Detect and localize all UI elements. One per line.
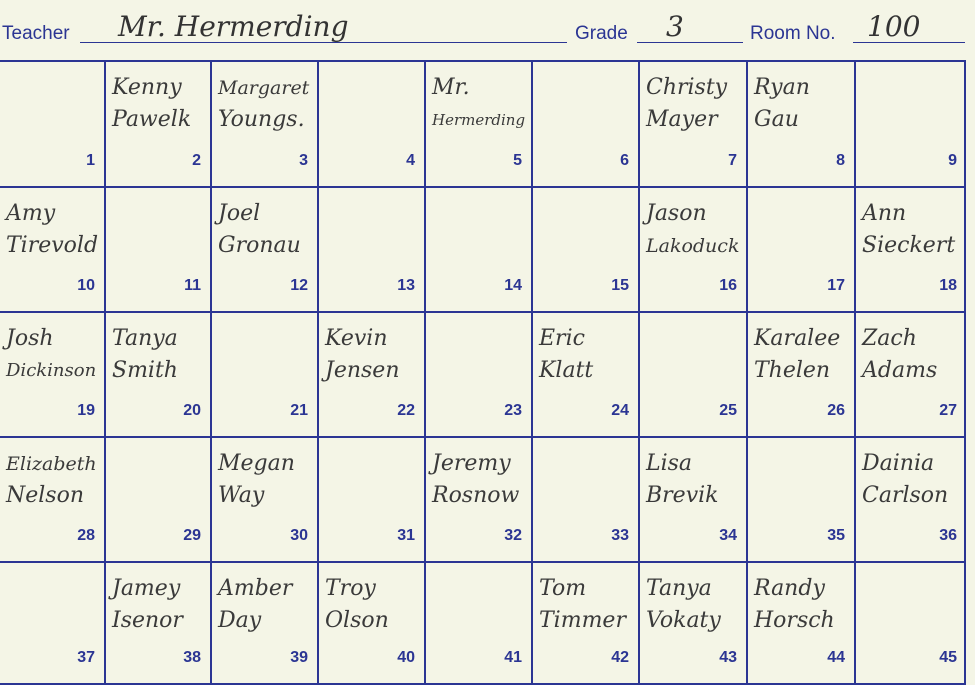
seat-number: 17 [827, 277, 845, 294]
seat-number: 36 [939, 527, 957, 544]
seat-cell [319, 563, 426, 685]
seat-number: 13 [397, 277, 415, 294]
seat-cell [0, 563, 106, 685]
seat-number: 27 [939, 402, 957, 419]
seat-cell [426, 438, 533, 563]
seat-number: 1 [86, 152, 95, 169]
seat-cell [0, 438, 106, 563]
grade-label: Grade [575, 23, 628, 44]
name-line-last: Hermerding [432, 111, 526, 129]
seat-number: 10 [77, 277, 95, 294]
seat-cell [533, 563, 640, 685]
seat-number: 24 [611, 402, 629, 419]
name-line-first: Randy [754, 576, 825, 601]
name-line-first: Joel [218, 201, 261, 226]
seat-cell [856, 188, 966, 313]
name-line-last: Mayer [646, 107, 718, 132]
seat-number: 39 [290, 649, 308, 666]
seat-number: 40 [397, 649, 415, 666]
seat-number: 25 [719, 402, 737, 419]
seat-number: 45 [939, 649, 957, 666]
seat-number: 26 [827, 402, 845, 419]
seat-number: 37 [77, 649, 95, 666]
seat-number: 19 [77, 402, 95, 419]
name-line-last: Rosnow [432, 483, 520, 508]
name-line-first: Ann [862, 201, 907, 226]
name-line-last: Carlson [862, 483, 949, 508]
seat-number: 42 [611, 649, 629, 666]
name-line-first: Megan [218, 451, 295, 476]
name-line-last: Klatt [539, 358, 594, 383]
name-line-first: Amy [6, 201, 56, 226]
student-name [646, 448, 742, 512]
seat-cell [106, 438, 212, 563]
seat-number: 5 [513, 152, 522, 169]
student-name [218, 448, 313, 512]
seat-cell [212, 313, 319, 438]
seat-cell [856, 313, 966, 438]
seat-number: 43 [719, 649, 737, 666]
seat-cell [640, 438, 748, 563]
seat-number: 16 [719, 277, 737, 294]
name-line-last: Sieckert [862, 233, 956, 258]
seat-number: 4 [406, 152, 415, 169]
seat-cell [319, 62, 426, 188]
name-line-first: Jason [646, 201, 707, 226]
student-name [325, 323, 420, 387]
seat-cell [533, 188, 640, 313]
student-name [218, 573, 313, 637]
seat-cell [0, 313, 106, 438]
student-name [6, 198, 100, 262]
student-name [646, 72, 742, 136]
seat-cell [748, 188, 856, 313]
seat-number: 38 [183, 649, 201, 666]
seat-number: 44 [827, 649, 845, 666]
seat-cell [533, 438, 640, 563]
seat-number: 32 [504, 527, 522, 544]
name-line-first: Jamey [112, 576, 181, 601]
seat-cell [426, 313, 533, 438]
teacher-value: Mr. Hermerding [118, 10, 349, 43]
seat-number: 8 [836, 152, 845, 169]
seat-cell [106, 62, 212, 188]
seat-cell [319, 188, 426, 313]
name-line-last: Smith [112, 358, 178, 383]
seat-number: 21 [290, 402, 308, 419]
seat-cell [106, 188, 212, 313]
name-line-first: Dainia [862, 451, 935, 476]
seat-number: 3 [299, 152, 308, 169]
student-name [862, 323, 962, 387]
seat-cell [640, 188, 748, 313]
seat-cell [426, 62, 533, 188]
seat-cell [426, 563, 533, 685]
grade-line [637, 42, 743, 43]
seat-cell [533, 62, 640, 188]
seat-number: 23 [504, 402, 522, 419]
seat-number: 14 [504, 277, 522, 294]
name-line-last: Gau [754, 107, 799, 132]
student-name [432, 72, 527, 136]
name-line-first: Karalee [754, 326, 841, 351]
seat-cell [748, 313, 856, 438]
student-name [539, 573, 634, 637]
name-line-first: Troy [325, 576, 376, 601]
seat-cell [748, 563, 856, 685]
seat-cell [640, 62, 748, 188]
name-line-last: Tirevold [6, 233, 99, 258]
name-line-first: Kenny [112, 75, 182, 100]
name-line-first: Tanya [646, 576, 712, 601]
seat-cell [748, 438, 856, 563]
grade-value: 3 [666, 10, 684, 43]
seat-number: 34 [719, 527, 737, 544]
name-line-first: Ryan [754, 75, 810, 100]
name-line-last: Thelen [754, 358, 831, 383]
seat-cell [212, 563, 319, 685]
name-line-last: Pawelk [112, 107, 192, 132]
student-name [646, 573, 742, 637]
form-header [0, 0, 975, 60]
seat-cell [319, 313, 426, 438]
name-line-last: Lakoduck [646, 235, 740, 257]
seat-number: 12 [290, 277, 308, 294]
room-value: 100 [867, 10, 921, 43]
seat-cell [0, 62, 106, 188]
seat-cell [319, 438, 426, 563]
seat-cell [106, 313, 212, 438]
seat-cell [426, 188, 533, 313]
seat-number: 28 [77, 527, 95, 544]
name-line-last: Dickinson [6, 360, 97, 381]
seat-cell [640, 563, 748, 685]
student-name [539, 323, 634, 387]
name-line-first: Amber [218, 576, 293, 601]
room-label: Room No. [750, 23, 836, 44]
name-line-first: Mr. [432, 75, 470, 100]
name-line-first: Eric [539, 326, 585, 351]
name-line-last: Gronau [218, 233, 301, 258]
name-line-last: Adams [862, 358, 938, 383]
seat-cell [0, 188, 106, 313]
seat-cell [856, 563, 966, 685]
seat-cell [212, 188, 319, 313]
seat-number: 6 [620, 152, 629, 169]
seat-number: 2 [192, 152, 201, 169]
student-name [646, 198, 742, 262]
name-line-last: Brevik [646, 483, 719, 508]
name-line-first: Tom [539, 576, 587, 601]
name-line-first: Lisa [646, 451, 693, 476]
seat-cell [640, 313, 748, 438]
seat-cell [856, 62, 966, 188]
seat-number: 29 [183, 527, 201, 544]
seat-number: 20 [183, 402, 201, 419]
student-name [754, 323, 850, 387]
student-name [112, 72, 206, 136]
name-line-last: Horsch [754, 608, 835, 633]
name-line-last: Youngs. [218, 107, 305, 132]
seat-number: 30 [290, 527, 308, 544]
name-line-last: Vokaty [646, 608, 721, 633]
student-name [754, 72, 850, 136]
seat-number: 22 [397, 402, 415, 419]
seat-cell [212, 62, 319, 188]
name-line-last: Nelson [6, 483, 85, 508]
student-name [754, 573, 850, 637]
name-line-last: Day [218, 608, 262, 633]
student-name [432, 448, 527, 512]
seat-cell [856, 438, 966, 563]
seating-grid [0, 60, 966, 683]
name-line-first: Christy [646, 75, 728, 100]
name-line-last: Olson [325, 608, 389, 633]
student-name [862, 198, 962, 262]
name-line-first: Josh [6, 326, 54, 351]
seat-number: 11 [184, 277, 201, 294]
name-line-last: Jensen [325, 358, 400, 383]
seat-number: 31 [397, 527, 415, 544]
seat-cell [106, 563, 212, 685]
student-name [325, 573, 420, 637]
name-line-first: Jeremy [432, 451, 511, 476]
name-line-last: Timmer [539, 608, 626, 633]
name-line-first: Zach [862, 326, 917, 351]
student-name [218, 72, 313, 136]
seat-number: 9 [948, 152, 957, 169]
name-line-last: Way [218, 483, 265, 508]
name-line-first: Elizabeth [6, 453, 97, 475]
seat-number: 41 [504, 649, 522, 666]
seat-number: 18 [939, 277, 957, 294]
seat-cell [533, 313, 640, 438]
name-line-first: Kevin [325, 326, 388, 351]
name-line-first: Margaret [218, 77, 310, 99]
seat-cell [748, 62, 856, 188]
student-name [6, 448, 100, 512]
name-line-first: Tanya [112, 326, 178, 351]
student-name [218, 198, 313, 262]
student-name [112, 573, 206, 637]
student-name [6, 323, 100, 387]
student-name [862, 448, 962, 512]
seat-number: 7 [728, 152, 737, 169]
seat-cell [212, 438, 319, 563]
seat-number: 15 [611, 277, 629, 294]
seat-number: 33 [611, 527, 629, 544]
student-name [112, 323, 206, 387]
seat-number: 35 [827, 527, 845, 544]
name-line-last: Isenor [112, 608, 183, 633]
teacher-label: Teacher [2, 23, 70, 44]
